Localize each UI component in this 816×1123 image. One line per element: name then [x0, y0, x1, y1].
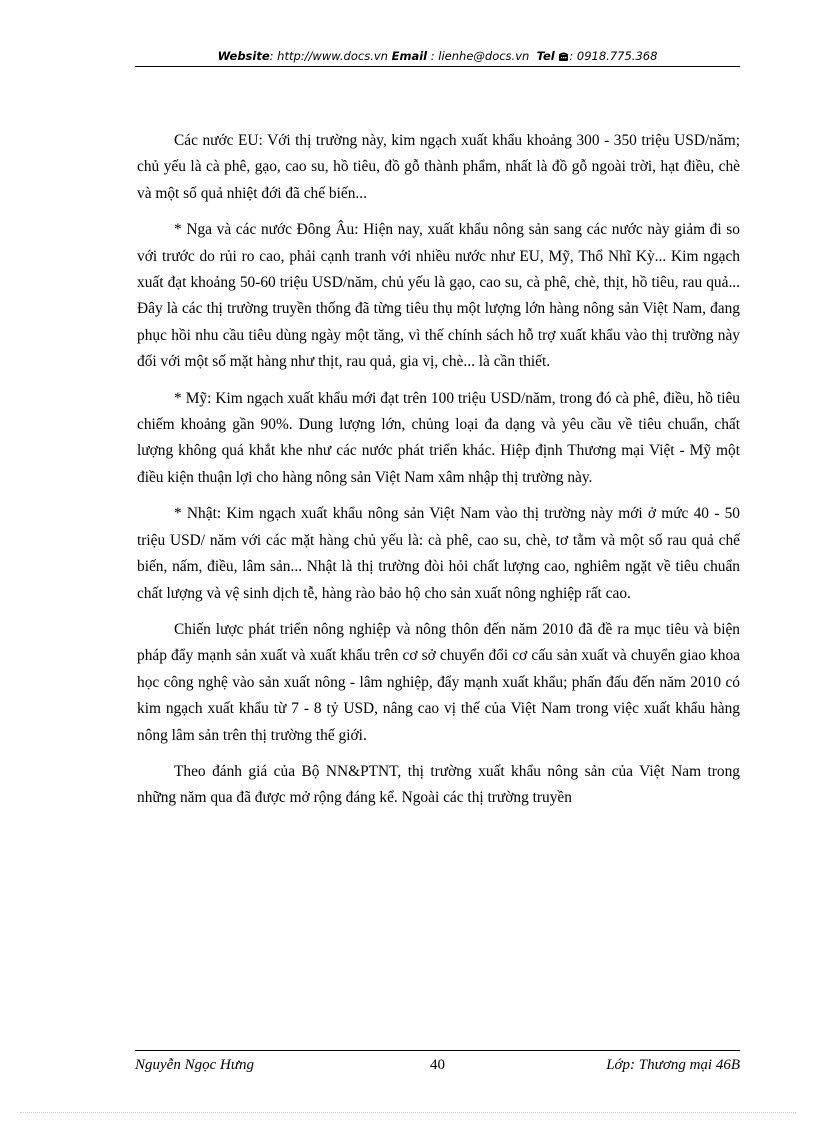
tel-number: : 0918.775.368	[569, 49, 658, 63]
email-label: Email	[391, 49, 428, 63]
website-url[interactable]: : http://www.docs.vn	[269, 49, 388, 63]
paragraph-russia-eastern-europe: * Nga và các nước Đông Âu: Hiện nay, xuất khẩu nông sản sang các nước này giảm đi so với trước do rủi ro cao, phải cạnh tranh với nhiều nước như EU, Mỹ, Thổ Nhĩ Kỳ... Kim ngạch xuất đạt khoảng 50-60 triệu USD/năm, chủ yếu là gạo, cao su, cà phê, chè, thịt, hồ tiêu, rau quả... Đây là các thị trường truyền thống đã từng tiêu thụ một lượng lớn hàng nông sản Việt Nam, đang phục hồi nhu cầu tiêu dùng ngày một tăng, vì thế chính sách hỗ trợ xuất khẩu vào thị trường này đối với một số mặt hàng như thịt, rau quả, gia vị, chè... là cần thiết.	[137, 221, 740, 371]
header-divider	[135, 66, 740, 67]
paragraph-strategy-2010: Chiến lược phát triển nông nghiệp và nông thôn đến năm 2010 đã đề ra mục tiêu và biện pháp đẩy mạnh sản xuất và xuất khẩu trên cơ sở chuyển đổi cơ cấu sản xuất và chuyển giao khoa học công nghệ vào sản xuất nông - lâm nghiệp, đẩy mạnh xuất khẩu; phấn đấu đến năm 2010 có kim ngạch xuất khẩu từ 7 - 8 tỷ USD, nâng cao vị thế của Việt Nam trong việc xuất khẩu hàng nông lâm sản trên thị trường thế giới.	[137, 620, 740, 744]
tel-label: Tel	[536, 49, 555, 63]
page-number: 40	[430, 1057, 445, 1073]
page-header	[135, 48, 740, 64]
email-address[interactable]: : lienhe@docs.vn	[430, 49, 530, 63]
page-bottom-border	[20, 1112, 796, 1113]
document-body	[137, 128, 740, 822]
footer-divider	[135, 1050, 740, 1051]
footer-class: Lớp: Thương mại 46B	[606, 1057, 740, 1073]
paragraph-ministry-assessment: Theo đánh giá của Bộ NN&PTNT, thị trường xuất khẩu nông sản của Việt Nam trong những năm qua đã được mở rộng đáng kể. Ngoài các thị trường truyền	[137, 762, 740, 807]
paragraph-usa: * Mỹ: Kim ngạch xuất khẩu mới đạt trên 100 triệu USD/năm, trong đó cà phê, điều, hồ tiêu chiếm khoảng gần 90%. Dung lượng lớn, chủng loại đa dạng và yêu cầu về tiêu chuẩn, chất lượng không quá khắt khe như các nước phát triển khác. Hiệp định Thương mại Việt - Mỹ một điều kiện thuận lợi cho hàng nông sản Việt Nam xâm nhập thị trường này.	[137, 389, 740, 486]
paragraph-eu: Các nước EU: Với thị trường này, kim ngạch xuất khẩu khoảng 300 - 350 triệu USD/năm; chủ yếu là cà phê, gạo, cao su, hồ tiêu, đồ gỗ thành phẩm, nhất là đồ gỗ ngoài trời, hạt điều, chè và một số quả nhiệt đới đã chế biến...	[137, 132, 740, 202]
paragraph-japan: * Nhật: Kim ngạch xuất khẩu nông sản Việt Nam vào thị trường này mới ở mức 40 - 50 triệu USD/ năm với các mặt hàng chủ yếu là: cà phê, cao su, chè, tơ tằm và một số rau quả chế biến, nấm, điều, lâm sản... Nhật là thị trường đòi hỏi chất lượng cao, nghiêm ngặt về tiêu chuẩn chất lượng và vệ sinh dịch tễ, hàng rào bảo hộ cho sản xuất nông nghiệp rất cao.	[137, 505, 740, 602]
phone-icon	[558, 49, 569, 63]
website-label: Website	[217, 49, 270, 63]
footer-author: Nguyễn Ngọc Hưng	[135, 1057, 254, 1073]
page-footer	[135, 1054, 740, 1076]
